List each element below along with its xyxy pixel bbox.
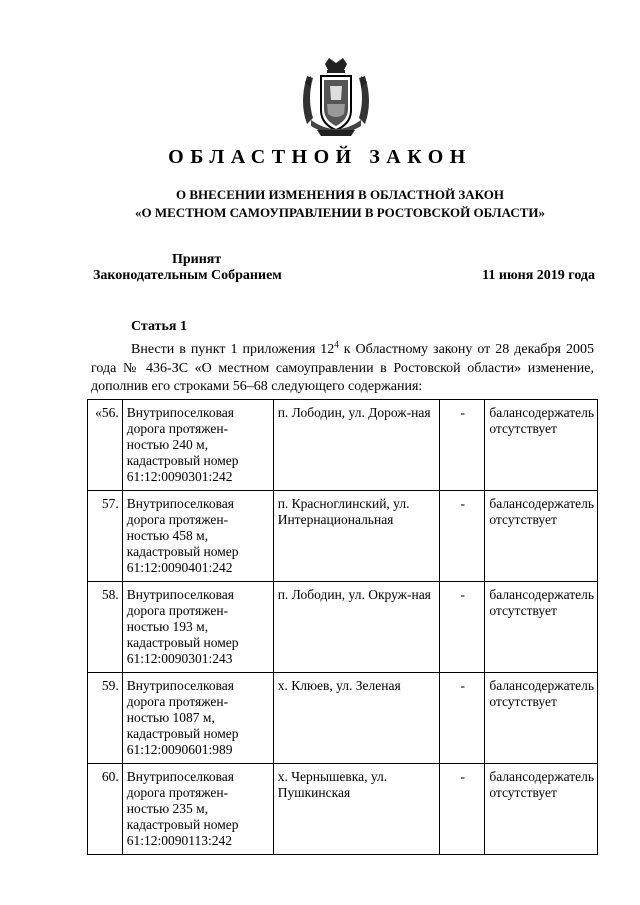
- balance-holder: балансодержатель отсутствует: [485, 491, 598, 582]
- road-description: Внутрипоселковая дорога протяжен-ностью 458 м, кадастровый номер 61:12:0090401:242: [122, 491, 273, 582]
- law-title: [0, 186, 640, 222]
- road-description: Внутрипоселковая дорога протяжен-ностью 235 м, кадастровый номер 61:12:0090113:242: [122, 764, 273, 855]
- article-text-part-2: к Областному закону от 28 декабря 2005 года № 436-ЗС «О местном самоуправлении в Ростовской области» изменение, дополнив его строками 56–68 следующего содержания:: [91, 342, 594, 394]
- balance-holder: балансодержатель отсутствует: [485, 582, 598, 673]
- road-location: х. Клюев, ул. Зеленая: [273, 673, 439, 764]
- table-row: [88, 400, 598, 491]
- article-title: Статья 1: [131, 319, 187, 334]
- roads-table: [87, 399, 598, 855]
- row-number: 58.: [88, 582, 123, 673]
- road-description: Внутрипоселковая дорога протяжен-ностью 240 м, кадастровый номер 61:12:0090301:242: [122, 400, 273, 491]
- empty-value-dash: -: [440, 582, 485, 673]
- article-superscript: 4: [334, 339, 339, 350]
- adoption-body: Законодательным Собранием: [93, 268, 282, 283]
- empty-value-dash: -: [440, 491, 485, 582]
- article-text: [91, 341, 594, 397]
- balance-holder: балансодержатель отсутствует: [485, 400, 598, 491]
- coat-of-arms-icon: [297, 58, 375, 140]
- road-location: х. Чернышевка, ул. Пушкинская: [273, 764, 439, 855]
- balance-holder: балансодержатель отсутствует: [485, 764, 598, 855]
- road-location: п. Лободин, ул. Дорож-ная: [273, 400, 439, 491]
- law-title-line-1: О ВНЕСЕНИИ ИЗМЕНЕНИЯ В ОБЛАСТНОЙ ЗАКОН: [176, 187, 504, 202]
- document-type-heading: ОБЛАСТНОЙ ЗАКОН: [168, 146, 472, 168]
- table-row: [88, 582, 598, 673]
- road-location: п. Лободин, ул. Окруж-ная: [273, 582, 439, 673]
- article-text-part-1: Внести в пункт 1 приложения 12: [131, 342, 335, 357]
- row-number: «56.: [88, 400, 123, 491]
- empty-value-dash: -: [440, 400, 485, 491]
- row-number: 59.: [88, 673, 123, 764]
- adoption-label: Принят: [172, 252, 222, 267]
- law-title-line-2: «О МЕСТНОМ САМОУПРАВЛЕНИИ В РОСТОВСКОЙ ОБЛАСТИ»: [135, 205, 545, 220]
- road-location: п. Красноглинский, ул. Интернациональная: [273, 491, 439, 582]
- adoption-date: 11 июня 2019 года: [482, 268, 595, 283]
- balance-holder: балансодержатель отсутствует: [485, 673, 598, 764]
- empty-value-dash: -: [440, 764, 485, 855]
- road-description: Внутрипоселковая дорога протяжен-ностью 193 м, кадастровый номер 61:12:0090301:243: [122, 582, 273, 673]
- table-row: [88, 673, 598, 764]
- empty-value-dash: -: [440, 673, 485, 764]
- road-description: Внутрипоселковая дорога протяжен-ностью 1087 м, кадастровый номер 61:12:0090601:989: [122, 673, 273, 764]
- table-row: [88, 491, 598, 582]
- row-number: 57.: [88, 491, 123, 582]
- row-number: 60.: [88, 764, 123, 855]
- coat-of-arms-emblem: [297, 58, 375, 140]
- table-row: [88, 764, 598, 855]
